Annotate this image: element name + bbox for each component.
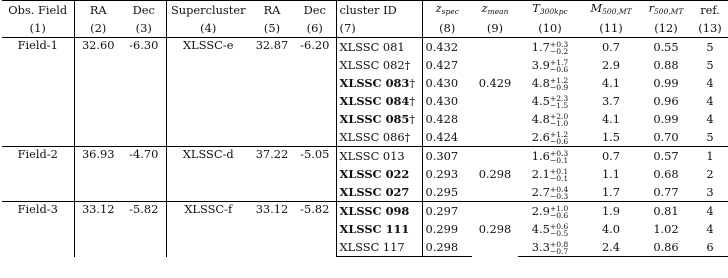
error-upper: +1.2 [549, 75, 569, 85]
header-cell: Dec [294, 1, 336, 20]
temperature [518, 147, 582, 166]
error-lower: −1.0 [549, 118, 569, 128]
cluster-id-text: XLSSC 081 [339, 40, 405, 54]
header-cell: ref. [692, 1, 728, 20]
header-subscript: 300kpc [539, 7, 568, 16]
z-spec: 0.299 [422, 220, 472, 238]
supercluster-name: XLSSC-d [166, 147, 250, 202]
temperature-error [550, 168, 568, 182]
error-lower: −0.5 [549, 228, 569, 238]
header-symbol: z [435, 1, 442, 15]
z-spec: 0.307 [422, 147, 472, 166]
cluster-id-text: XLSSC 098 [339, 204, 410, 218]
temperature-value: 4.5 [531, 93, 550, 108]
temperature-value: 2.1 [531, 166, 550, 181]
temperature [518, 165, 582, 183]
temperature [518, 56, 582, 74]
cluster-id-text: XLSSC 022 [339, 167, 410, 181]
r500: 0.86 [640, 238, 692, 257]
temperature-value: 3.9 [531, 57, 550, 72]
header-number: (7) [336, 19, 422, 38]
table-row [2, 147, 728, 166]
obs-field: Field-1 [17, 38, 58, 52]
temperature-error [550, 41, 568, 55]
m500: 1.7 [601, 185, 621, 199]
reference: 6 [692, 238, 728, 257]
m500: 0.7 [582, 147, 640, 166]
m500: 2.9 [601, 58, 621, 72]
cluster-id-text: XLSSC 084 [339, 94, 410, 108]
cluster-id [336, 128, 422, 147]
error-lower: −0.6 [549, 210, 569, 220]
m500: 1.1 [601, 167, 621, 181]
error-upper: +1.0 [549, 203, 569, 213]
reference: 1 [692, 147, 728, 166]
error-upper: +0.4 [549, 184, 569, 194]
cluster-id-text: XLSSC 085 [339, 112, 410, 126]
reference: 5 [706, 130, 714, 144]
header-cell: Obs. Field [2, 1, 74, 20]
temperature-value: 2.6 [531, 129, 550, 144]
temperature [518, 183, 582, 202]
temperature [518, 110, 582, 128]
r500: 0.77 [653, 185, 679, 199]
header-cell [640, 1, 692, 20]
m500: 1.9 [582, 202, 640, 221]
header-subscript: 500,MT [654, 7, 684, 16]
header-number: (6) [294, 19, 336, 38]
temperature-error [550, 223, 568, 237]
header-cell: Supercluster [166, 1, 250, 20]
z-spec: 0.432 [422, 38, 472, 57]
dagger-mark: † [409, 112, 416, 126]
cluster-id [336, 183, 422, 202]
temperature-value: 1.6 [531, 148, 550, 163]
r500: 1.02 [653, 222, 679, 236]
field-dec: -6.30 [129, 38, 159, 52]
supercluster-dec: -5.82 [294, 202, 336, 257]
error-lower: −0.3 [549, 191, 569, 201]
temperature [518, 38, 582, 57]
supercluster-dec: -6.20 [300, 38, 330, 52]
cluster-id-text: XLSSC 117 [339, 240, 405, 254]
r500: 0.96 [653, 94, 679, 108]
temperature-error [550, 241, 568, 255]
error-upper: +0.1 [549, 166, 569, 176]
cluster-id-text: XLSSC 027 [339, 185, 410, 199]
header-number: (5) [250, 19, 294, 38]
reference: 4 [706, 76, 714, 90]
temperature-value: 4.5 [531, 221, 550, 236]
temperature-error [550, 95, 568, 109]
obs-field: Field-2 [2, 147, 74, 202]
header-symbol: M [590, 1, 603, 15]
temperature-error [550, 59, 568, 73]
header-cell [582, 1, 640, 20]
supercluster-ra: 33.12 [250, 202, 294, 257]
reference: 5 [706, 58, 714, 72]
temperature-error [550, 205, 568, 219]
error-upper: +2.0 [549, 111, 569, 121]
header-cell: cluster ID [336, 1, 422, 20]
field-dec: -4.70 [122, 147, 166, 202]
temperature [518, 220, 582, 238]
dagger-mark: † [404, 58, 411, 72]
cluster-id-text: XLSSC 083 [339, 76, 410, 90]
supercluster-ra: 32.87 [255, 38, 289, 52]
header-number: (8) [422, 19, 472, 38]
header-number: (1) [2, 19, 74, 38]
error-upper: +0.3 [549, 39, 569, 49]
field-ra: 36.93 [74, 147, 122, 202]
temperature-value: 4.8 [531, 111, 550, 126]
r500: 0.99 [653, 76, 679, 90]
reference: 4 [692, 202, 728, 221]
temperature-error [550, 131, 568, 145]
header-number: (4) [166, 19, 250, 38]
cluster-id [336, 56, 422, 74]
temperature-error [550, 150, 568, 164]
error-lower: −0.1 [549, 155, 569, 165]
r500: 0.68 [653, 167, 679, 181]
m500: 4.1 [601, 76, 621, 90]
z-mean [472, 38, 518, 147]
dagger-mark: † [404, 130, 411, 144]
error-upper: +1.2 [549, 129, 569, 139]
header-symbol: r [648, 1, 655, 15]
field-dec: -5.82 [122, 202, 166, 257]
header-cell [472, 1, 518, 20]
error-lower: −0.2 [549, 46, 569, 56]
header-subscript: mean [487, 7, 509, 16]
m500: 2.4 [582, 238, 640, 257]
r500: 0.88 [653, 58, 679, 72]
z-spec: 0.430 [422, 74, 472, 92]
r500: 0.57 [640, 147, 692, 166]
header-number: (3) [122, 19, 166, 38]
header-subscript: 500,MT [602, 7, 632, 16]
reference: 3 [706, 185, 714, 199]
header-cell [518, 1, 582, 20]
header-number: (9) [472, 19, 518, 38]
error-upper: +0.8 [549, 239, 569, 249]
z-mean [472, 147, 518, 202]
reference: 5 [706, 40, 714, 54]
error-lower: −0.7 [549, 246, 569, 256]
header-number: (12) [640, 19, 692, 38]
temperature-value: 2.9 [531, 203, 550, 218]
z-spec: 0.430 [422, 92, 472, 110]
obs-field: Field-3 [2, 202, 74, 257]
cluster-id [336, 147, 422, 166]
temperature [518, 92, 582, 110]
temperature [518, 74, 582, 92]
table-row [2, 202, 728, 221]
temperature-error [550, 113, 568, 127]
error-upper: +0.3 [549, 148, 569, 158]
m500: 3.7 [601, 94, 621, 108]
z-mean [472, 202, 518, 257]
field-ra: 33.12 [74, 202, 122, 257]
temperature-value: 3.3 [531, 239, 550, 254]
m500: 1.5 [601, 130, 621, 144]
r500: 0.55 [653, 40, 679, 54]
temperature-value: 1.7 [531, 39, 550, 54]
error-lower: −1.5 [549, 100, 569, 110]
cluster-id-text: XLSSC 082 [339, 58, 405, 72]
header-row [2, 1, 728, 20]
cluster-id-text: XLSSC 013 [339, 149, 405, 163]
error-upper: +2.3 [549, 93, 569, 103]
dagger-mark: † [409, 76, 416, 90]
header-symbol: z [481, 1, 488, 15]
z-spec: 0.293 [422, 165, 472, 183]
header-number-row [2, 19, 728, 38]
header-number: (2) [74, 19, 122, 38]
header-cell: RA [250, 1, 294, 20]
field-ra: 32.60 [74, 38, 122, 147]
cluster-id [336, 220, 422, 238]
reference: 4 [706, 94, 714, 108]
temperature [518, 238, 582, 257]
m500: 4.0 [601, 222, 621, 236]
temperature-error [550, 186, 568, 200]
header-cell: Dec [122, 1, 166, 20]
reference: 4 [706, 222, 714, 236]
cluster-id [336, 110, 422, 128]
error-lower: −0.9 [549, 82, 569, 92]
error-lower: −0.6 [549, 136, 569, 146]
header-cell: RA [74, 1, 122, 20]
temperature-value: 4.8 [531, 75, 550, 90]
cluster-id [336, 165, 422, 183]
reference: 4 [706, 112, 714, 126]
error-upper: +1.7 [549, 57, 569, 67]
m500: 4.1 [601, 112, 621, 126]
supercluster-dec: -5.05 [294, 147, 336, 202]
supercluster-ra: 37.22 [250, 147, 294, 202]
header-number: (13) [692, 19, 728, 38]
header-number: (10) [518, 19, 582, 38]
error-lower: −0.1 [549, 173, 569, 183]
cluster-id-text: XLSSC 111 [339, 222, 410, 236]
m500: 0.7 [601, 40, 621, 54]
z-mean-value: 0.298 [478, 222, 512, 236]
reference: 2 [706, 167, 714, 181]
temperature [518, 202, 582, 221]
header-symbol: T [532, 1, 540, 15]
supercluster-name: XLSSC-e [166, 38, 250, 147]
error-lower: −0.6 [549, 64, 569, 74]
cluster-id [336, 38, 422, 57]
z-spec: 0.295 [422, 183, 472, 202]
dagger-mark: † [409, 94, 416, 108]
r500: 0.81 [640, 202, 692, 221]
temperature-value: 2.7 [531, 184, 550, 199]
header-cell [422, 1, 472, 20]
table-row [2, 38, 728, 57]
z-mean-value: 0.298 [478, 167, 512, 181]
r500: 0.99 [653, 112, 679, 126]
supercluster-table [2, 0, 728, 257]
cluster-id [336, 202, 422, 221]
temperature-error [550, 77, 568, 91]
cluster-id-text: XLSSC 086 [339, 130, 405, 144]
error-upper: +0.6 [549, 221, 569, 231]
supercluster-name: XLSSC-f [166, 202, 250, 257]
z-spec: 0.428 [422, 110, 472, 128]
z-mean-value: 0.429 [478, 76, 512, 90]
r500: 0.70 [653, 130, 679, 144]
z-spec: 0.427 [422, 56, 472, 74]
z-spec: 0.424 [422, 128, 472, 147]
temperature [518, 128, 582, 147]
cluster-id [336, 74, 422, 92]
cluster-id [336, 92, 422, 110]
cluster-id [336, 238, 422, 257]
z-spec: 0.297 [422, 202, 472, 221]
header-subscript: spec [441, 7, 459, 16]
header-number: (11) [582, 19, 640, 38]
z-spec: 0.298 [422, 238, 472, 257]
